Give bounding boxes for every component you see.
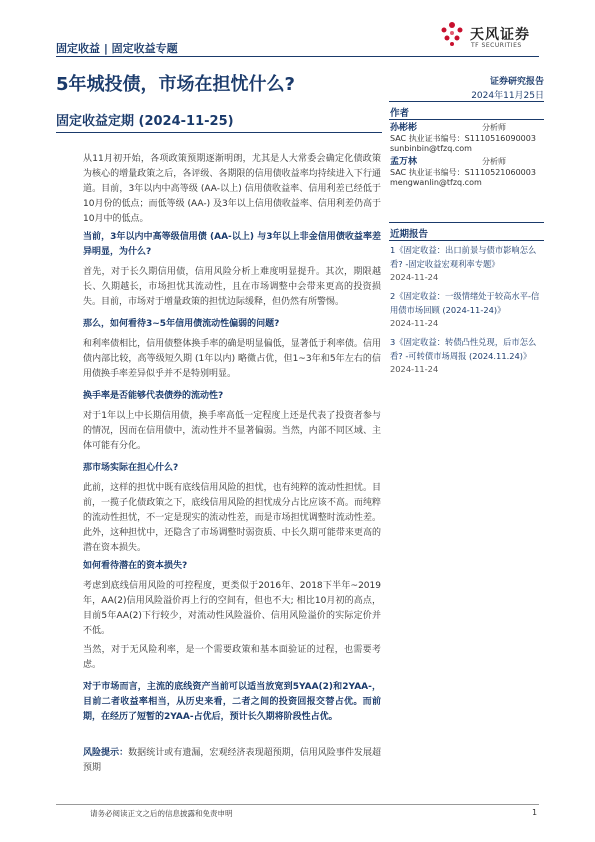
footer-divider bbox=[56, 804, 539, 805]
question-heading: 当前，3年以内中高等级信用债 (AA-以上) 与3年以上非金信用债收益率差异明显，为什么? bbox=[83, 232, 381, 257]
author-cert: SAC 执业证书编号：S1110521060003 bbox=[390, 168, 536, 177]
author-email[interactable]: sunbinbin@tfzq.com bbox=[390, 144, 472, 153]
recent-report-item[interactable] bbox=[390, 244, 546, 285]
recent-divider bbox=[389, 240, 544, 241]
recent-divider-top bbox=[389, 222, 544, 223]
body-paragraph: 当然，对于无风险利率，是一个需要政策和基本面验证的过程，也需要考虑。 bbox=[83, 645, 381, 670]
body-paragraph: 首先，对于长久期信用债，信用风险分析上难度明显提升。其次，期限越长、久期越长，市场担忧其流动性，且在市场调整中会带来更高的投资损失。目前，市场对于增量政策的担忧边际缓释，但仍然有所警惕。 bbox=[83, 267, 381, 307]
subtitle-divider bbox=[56, 132, 382, 133]
recent-report-item[interactable] bbox=[390, 336, 546, 377]
page-subtitle: 固定收益定期 (2024-11-25) bbox=[56, 114, 234, 129]
body-paragraph: 此前，这样的担忧中既有底线信用风险的担忧，也有纯粹的流动性担忧。目前，一揽子化债政策之下，底线信用风险的担忧成分占比应该不高。而纯粹的流动性担忧，不一定是现实的流动性差，而是市场担忧调整时流动性差。此外，这种担忧中，还隐含了市场调整时弱资质、中长久期可能带来更高的潜在资本损失。 bbox=[83, 483, 381, 553]
question-heading: 那市场实际在担心什么? bbox=[83, 463, 179, 473]
author-card bbox=[390, 157, 546, 188]
risk-label: 风险提示： bbox=[83, 748, 129, 758]
recent-report-date: 2024-11-24 bbox=[390, 318, 439, 328]
authors-divider-top bbox=[389, 101, 544, 102]
body-paragraph: 对于1年以上中长期信用债，换手率高低一定程度上还是代表了投资者参与的情况，因而在信用债中，流动性并不显著偏弱。当然，内部不同区域、主体可能有分化。 bbox=[83, 411, 381, 451]
recent-report-date: 2024-11-24 bbox=[390, 364, 439, 374]
body-paragraph: 和利率债相比，信用债整体换手率的确是明显偏低，显著低于利率债。信用债内部比较，高等级短久期 (1年以内) 略微占优，但1~3年和5年左右的信用债换手率差异似乎并不是特别明显。 bbox=[83, 339, 381, 379]
recent-reports-label: 近期报告 bbox=[390, 229, 429, 240]
report-date: 2024年11月25日 bbox=[471, 91, 544, 101]
report-type: 证券研究报告 bbox=[489, 77, 544, 87]
footer-disclaimer[interactable]: 请务必阅读正文之后的信息披露和免责申明 bbox=[90, 809, 233, 818]
recent-report-date: 2024-11-24 bbox=[390, 272, 439, 282]
recent-report-item[interactable] bbox=[390, 290, 546, 331]
highlight-text: 5YAA(2)和2YAA- bbox=[292, 682, 372, 692]
body-paragraph: 从11月初开始，各项政策预期逐渐明朗，尤其是人大常委会确定化债政策为核心的增量政策之后，各评级、各期限的信用债收益率均持续进入下行通道。目前，3年以内中高等级 (AA-以上) 信用债收益率、信用利差已经低于10月份的低点；而低等级 (AA-) 及3年以上信用债收益率、信用利差仍高于10月中的低点。 bbox=[83, 154, 381, 224]
risk-warning bbox=[83, 746, 381, 776]
author-cert: SAC 执业证书编号：S1110516090003 bbox=[390, 134, 536, 143]
body-paragraph: 考虑到底线信用风险的可控程度，更类似于2016年、2018下半年~2019年，AA(2)信用风险溢价再上行的空间有，但也不大; 相比10月初的高点，目前5年AA(2)下行较少，对流动性风险溢价、信用风险溢价的实际定价并不低。 bbox=[83, 581, 381, 636]
page-title: 5年城投债，市场在担忧什么? bbox=[56, 74, 295, 95]
logo-name-en: TF SECURITIES bbox=[471, 42, 522, 49]
recent-report-title[interactable]: 3《固定收益：转债凸性兑现，后市怎么看? -可转债市场周报 (2024.11.24)》 bbox=[390, 337, 537, 361]
question-heading: 那么，如何看待3~5年信用债流动性偏弱的问题? bbox=[83, 319, 280, 329]
question-heading: 换手率是否能够代表债券的流动性? bbox=[83, 391, 224, 401]
tf-logo-icon bbox=[438, 20, 466, 48]
recent-report-title[interactable]: 1《固定收益：出口前景与债市影响怎么看? -固定收益宏观利率专题》 bbox=[390, 245, 537, 269]
author-name: 孟万林 bbox=[390, 157, 418, 167]
header-divider bbox=[56, 56, 539, 57]
question-heading: 如何看待潜在的资本损失? bbox=[83, 561, 188, 571]
author-email[interactable]: mengwanlin@tfzq.com bbox=[390, 178, 482, 187]
conclusion-paragraph: 对于市场而言，主流的底线资产当前可以适当放宽到5YAA(2)和2YAA-，目前二者收益率相当，从历史来看，二者之间的投资回报交替占优。而前期，在经历了短暂的2YAA-占优后，预计长久期将阶段性占优。 bbox=[83, 682, 381, 722]
authors-divider bbox=[389, 119, 544, 120]
logo-name-cn: 天风证券 bbox=[470, 27, 530, 43]
highlight-text: 2YAA-占优后 bbox=[164, 712, 221, 722]
author-role: 分析师 bbox=[482, 157, 506, 166]
risk-text: 数据统计或有遗漏，宏观经济表现超预期，信用风险事件发展超预期 bbox=[83, 748, 381, 773]
author-card bbox=[390, 123, 546, 154]
authors-label: 作者 bbox=[390, 108, 410, 119]
author-role: 分析师 bbox=[482, 123, 506, 132]
recent-report-title[interactable]: 2《固定收益：一级情绪处于较高水平-信用债市场回顾 (2024-11-24)》 bbox=[390, 291, 540, 315]
author-name: 孙彬彬 bbox=[390, 123, 418, 133]
header-category: 固定收益 | 固定收益专题 bbox=[56, 42, 178, 55]
page-number: 1 bbox=[532, 808, 538, 817]
